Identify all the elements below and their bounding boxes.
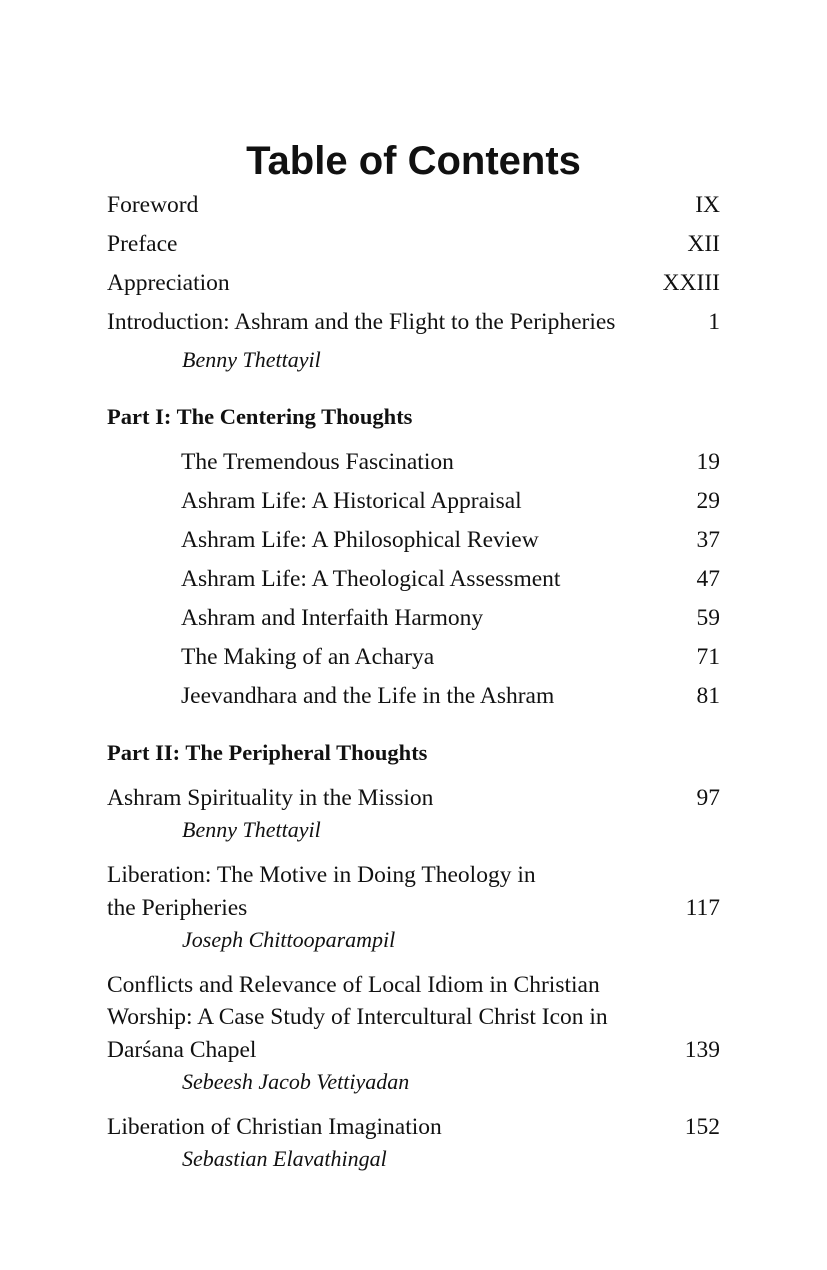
entry-author: Joseph Chittooparampil <box>182 927 396 952</box>
entry-title: Darśana Chapel <box>107 1037 257 1063</box>
entry-page-number: XXIII <box>662 270 720 296</box>
toc-entry <box>181 680 720 712</box>
entry-title: Conflicts and Relevance of Local Idiom in Christian <box>107 972 600 998</box>
toc-entry <box>181 524 720 556</box>
entry-page-number: XII <box>687 231 720 257</box>
toc-entry <box>181 446 720 478</box>
entry-title: Preface <box>107 231 178 257</box>
toc-entry-line <box>107 859 720 891</box>
entry-title: Ashram Life: A Theological Assessment <box>181 566 561 592</box>
entry-title: Introduction: Ashram and the Flight to the Peripheries <box>107 309 616 335</box>
entry-page-number: 139 <box>684 1037 720 1063</box>
entry-title: Jeevandhara and the Life in the Ashram <box>181 683 555 709</box>
entry-author: Sebeesh Jacob Vettiyadan <box>182 1069 410 1094</box>
entry-page-number: 1 <box>708 309 720 335</box>
page-title: Table of Contents <box>246 139 581 183</box>
entry-title: the Peripheries <box>107 895 248 921</box>
toc-entry <box>181 485 720 517</box>
part-heading: Part II: The Peripheral Thoughts <box>107 740 428 765</box>
toc-entry <box>107 1034 720 1066</box>
toc-entry-introduction <box>107 306 720 338</box>
part-heading: Part I: The Centering Thoughts <box>107 404 413 429</box>
toc-entry <box>181 602 720 634</box>
entry-author: Sebastian Elavathingal <box>182 1146 387 1171</box>
entry-title: Foreword <box>107 192 199 218</box>
toc-entry-appreciation <box>107 267 720 299</box>
toc-entry-preface <box>107 228 720 260</box>
entry-page-number: 19 <box>696 449 720 475</box>
entry-title: Ashram Life: A Historical Appraisal <box>181 488 522 514</box>
entry-page-number: 37 <box>696 527 720 553</box>
entry-page-number: 97 <box>696 785 720 811</box>
entry-title: Ashram Spirituality in the Mission <box>107 785 434 811</box>
toc-entry <box>181 563 720 595</box>
entry-title: Appreciation <box>107 270 230 296</box>
entry-page-number: IX <box>695 192 720 218</box>
entry-author: Benny Thettayil <box>182 347 321 372</box>
entry-page-number: 71 <box>696 644 720 670</box>
entry-title: Liberation: The Motive in Doing Theology in <box>107 862 536 888</box>
entry-author: Benny Thettayil <box>182 817 321 842</box>
entry-page-number: 152 <box>684 1114 720 1140</box>
toc-entry <box>107 1111 720 1143</box>
entry-title: Ashram and Interfaith Harmony <box>181 605 484 631</box>
toc-entry-line <box>107 969 720 1001</box>
entry-title: Worship: A Case Study of Intercultural Christ Icon in <box>107 1004 608 1030</box>
entry-page-number: 117 <box>685 895 720 921</box>
entry-title: Ashram Life: A Philosophical Review <box>181 527 539 553</box>
toc-entry <box>181 641 720 673</box>
entry-page-number: 81 <box>696 683 720 709</box>
toc-entry <box>107 782 720 814</box>
entry-title: The Making of an Acharya <box>181 644 435 670</box>
toc-entry <box>107 892 720 924</box>
toc-entry-foreword <box>107 189 720 221</box>
entry-page-number: 59 <box>696 605 720 631</box>
entry-page-number: 47 <box>696 566 720 592</box>
entry-title: Liberation of Christian Imagination <box>107 1114 442 1140</box>
entry-title: The Tremendous Fascination <box>181 449 454 475</box>
entry-page-number: 29 <box>696 488 720 514</box>
toc-entry-line <box>107 1001 720 1033</box>
